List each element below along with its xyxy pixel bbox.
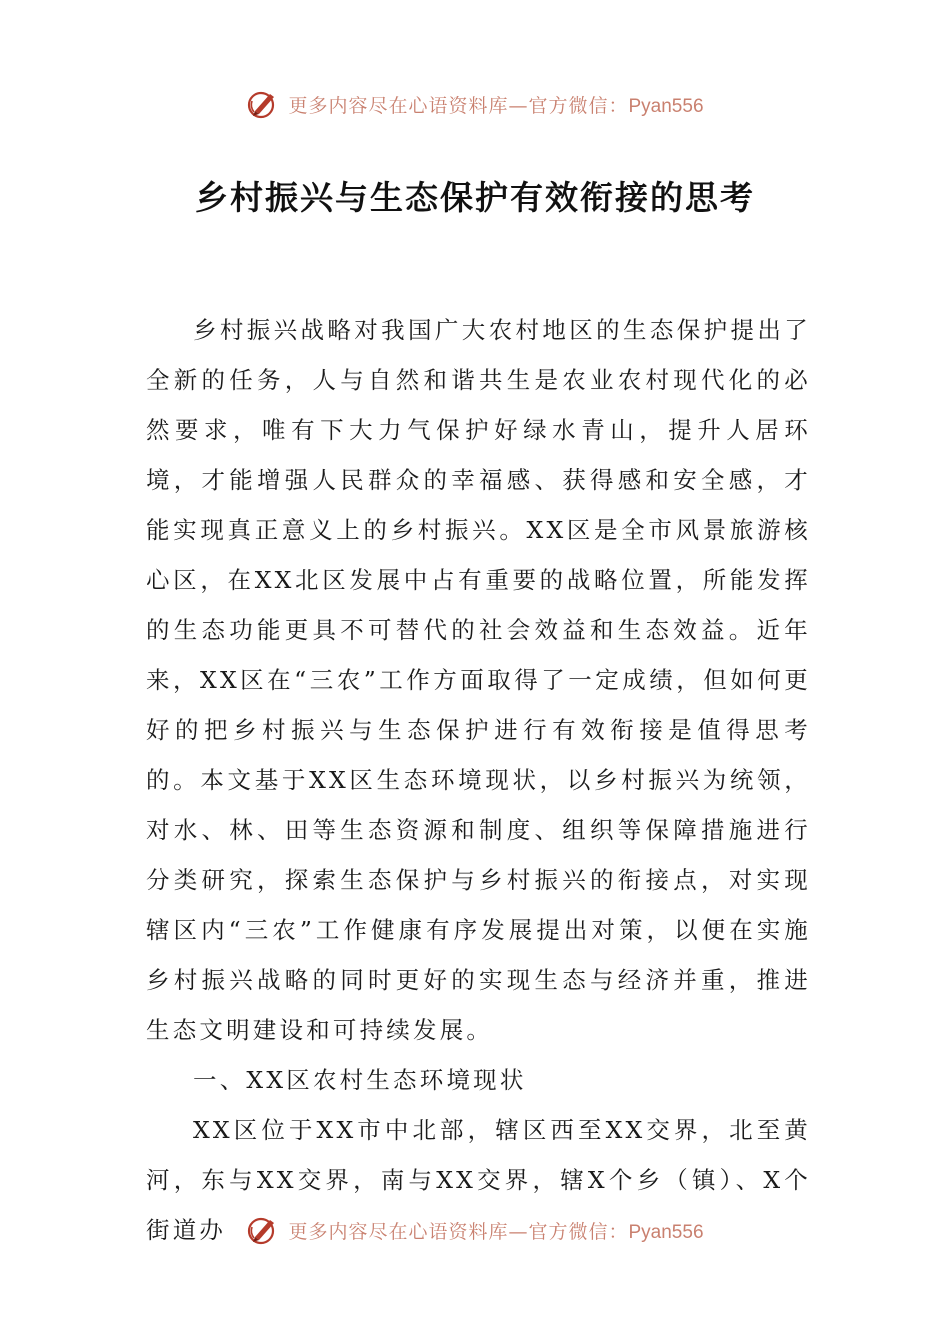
document-title: 乡村振兴与生态保护有效衔接的思考	[195, 178, 755, 217]
watermark-footer	[0, 1208, 950, 1252]
pen-logo-icon	[246, 1213, 280, 1247]
section-heading: 一、XX区农村生态环境现状	[193, 1066, 527, 1094]
section-paragraph: XX区位于XX市中北部，辖区西至XX交界，北至黄河，东与XX交界，南与XX交界，辖X个乡（镇）、X个街道办	[146, 1116, 811, 1244]
watermark-text: 更多内容尽在心语资料库—官方微信：Pyan556	[288, 94, 704, 117]
document-body	[146, 305, 811, 1255]
body-paragraph: 乡村振兴战略对我国广大农村地区的生态保护提出了全新的任务，人与自然和谐共生是农业农村现代化的必然要求，唯有下大力气保护好绿水青山，提升人居环境，才能增强人民群众的幸福感、获得感和安全感，才能实现真正意义上的乡村振兴。XX区是全市风景旅游核心区，在XX北区发展中占有重要的战略位置，所能发挥的生态功能更具不可替代的社会效益和生态效益。近年来，XX区在“三农”工作方面取得了一定成绩，但如何更好的把乡村振兴与生态保护进行有效衔接是值得思考的。本文基于XX区生态环境现状，以乡村振兴为统领，对水、林、田等生态资源和制度、组织等保障措施进行分类研究，探索生态保护与乡村振兴的衔接点，对实现辖区内“三农”工作健康有序发展提出对策，以便在实施乡村振兴战略的同时更好的实现生态与经济并重，推进生态文明建设和可持续发展。	[146, 316, 811, 1044]
watermark-text: 更多内容尽在心语资料库—官方微信：Pyan556	[288, 1220, 704, 1243]
watermark-header	[0, 82, 950, 126]
pen-logo-icon	[246, 87, 280, 121]
